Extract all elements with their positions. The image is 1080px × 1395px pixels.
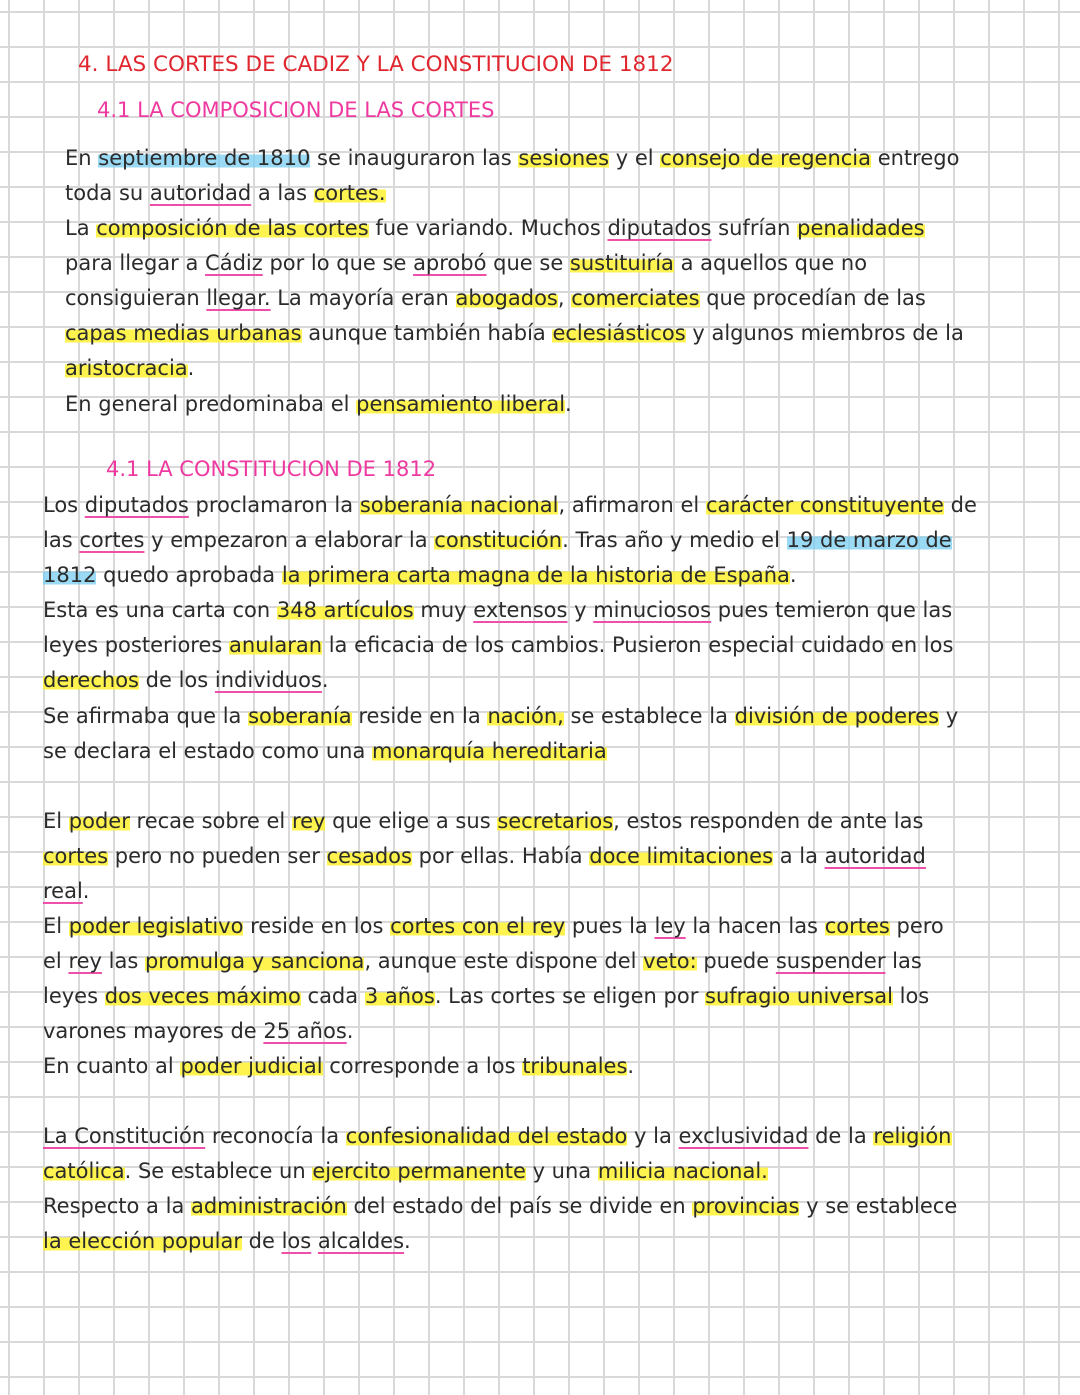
text-line: El poder legislativo reside en los cortes con el rey pues la ley la hacen las cortes pero xyxy=(43,914,944,938)
text-line: El poder recae sobre el rey que elige a sus secretarios, estos responden de ante las xyxy=(43,809,924,833)
text-line: toda su autoridad a las cortes. xyxy=(65,181,386,205)
text-line: Se afirmaba que la soberanía reside en la nación, se establece la división de poderes y xyxy=(43,704,959,728)
text-line: En septiembre de 1810 se inauguraron las sesiones y el consejo de regencia entrego xyxy=(65,146,960,170)
text-line: En cuanto al poder judicial corresponde a los tribunales. xyxy=(43,1054,635,1078)
text-line: el rey las promulga y sanciona, aunque este dispone del veto: puede suspender las xyxy=(43,949,922,973)
text-line: varones mayores de 25 años. xyxy=(43,1019,354,1043)
text-line: cortes pero no pueden ser cesados por ellas. Había doce limitaciones a la autoridad xyxy=(43,844,926,868)
section-heading: 4. LAS CORTES DE CADIZ Y LA CONSTITUCION DE 1812 xyxy=(78,52,674,77)
text-line: leyes dos veces máximo cada 3 años. Las cortes se eligen por sufragio universal los xyxy=(43,984,930,1008)
text-line: derechos de los individuos. xyxy=(43,668,329,692)
text-line: la elección popular de los alcaldes. xyxy=(43,1229,411,1253)
subsection-heading-composicion: 4.1 LA COMPOSICION DE LAS CORTES xyxy=(97,98,495,122)
text-line: La composición de las cortes fue variando. Muchos diputados sufrían penalidades xyxy=(65,216,925,240)
text-line: En general predominaba el pensamiento liberal. xyxy=(65,392,572,416)
text-line: Esta es una carta con 348 artículos muy extensos y minuciosos pues temieron que las xyxy=(43,598,953,622)
text-line: capas medias urbanas aunque también había eclesiásticos y algunos miembros de la xyxy=(65,321,964,345)
text-line: católica. Se establece un ejercito permanente y una milicia nacional. xyxy=(43,1159,768,1183)
text-line: 1812 quedo aprobada la primera carta magna de la historia de España. xyxy=(43,563,797,587)
subsection-heading-constitucion: 4.1 LA CONSTITUCION DE 1812 xyxy=(106,457,437,481)
text-line: Respecto a la administración del estado del país se divide en provincias y se establece xyxy=(43,1194,958,1218)
text-line: Los diputados proclamaron la soberanía nacional, afirmaron el carácter constituyente de xyxy=(43,493,977,517)
text-line: La Constitución reconocía la confesionalidad del estado y la exclusividad de la religión xyxy=(43,1124,952,1148)
text-line: leyes posteriores anularan la eficacia de los cambios. Pusieron especial cuidado en los xyxy=(43,633,954,657)
text-line: las cortes y empezaron a elaborar la constitución. Tras año y medio el 19 de marzo de xyxy=(43,528,952,552)
text-line: real. xyxy=(43,879,90,903)
text-line: aristocracia. xyxy=(65,356,195,380)
text-line: se declara el estado como una monarquía hereditaria xyxy=(43,739,607,763)
text-line: consiguieran llegar. La mayoría eran abogados, comerciates que procedían de las xyxy=(65,286,926,310)
text-line: para llegar a Cádiz por lo que se aprobó que se sustituiría a aquellos que no xyxy=(65,251,868,275)
